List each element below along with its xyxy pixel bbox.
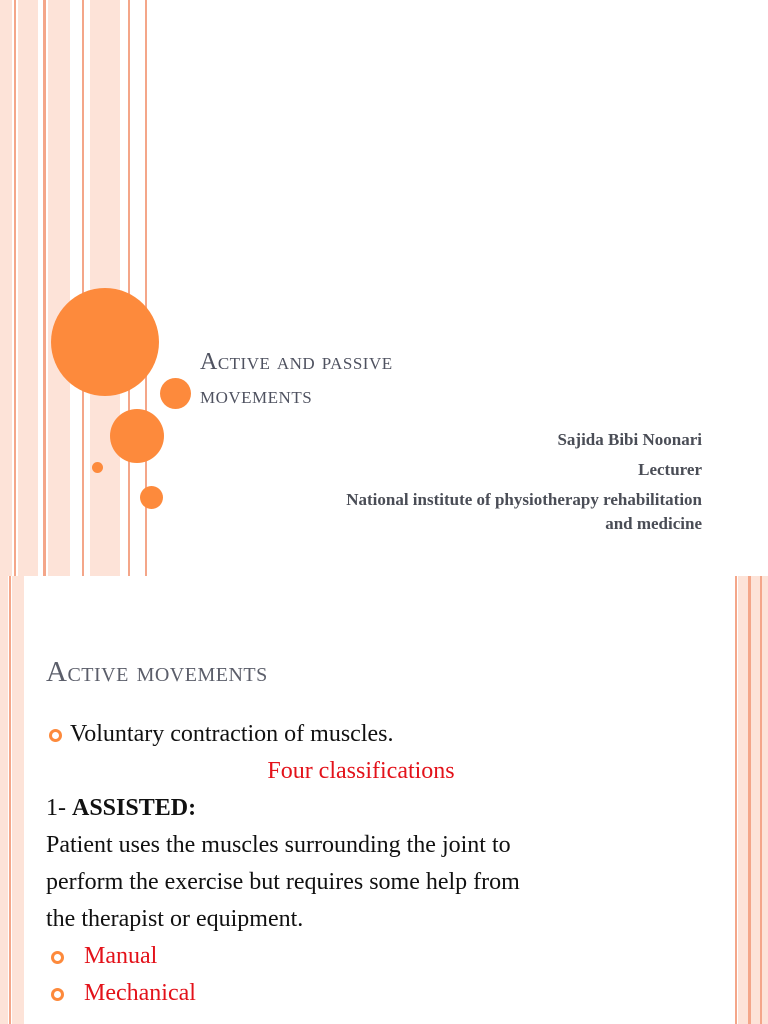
bullet-icon — [51, 988, 64, 1001]
institution-line: and medicine — [605, 514, 702, 533]
classifications-heading: Four classifications — [267, 758, 455, 784]
decorative-stripe — [48, 0, 70, 576]
bullet-icon — [51, 951, 64, 964]
title-line: Active and passive — [200, 349, 393, 375]
bullet-text: Manual — [84, 943, 158, 969]
bullet-text: Mechanical — [84, 980, 196, 1006]
decorative-line — [14, 0, 16, 576]
decorative-stripe — [12, 576, 24, 1024]
title-line: movements — [200, 383, 313, 409]
author-block — [182, 428, 702, 536]
decorative-line — [9, 576, 11, 1024]
paragraph-line: Patient uses the muscles surrounding the joint to — [46, 832, 511, 858]
decorative-circle-small — [140, 486, 163, 509]
item-heading — [46, 790, 706, 827]
item-label: ASSISTED: — [72, 795, 197, 821]
decorative-stripe — [18, 0, 38, 576]
list-item — [46, 975, 706, 1012]
list-item — [46, 938, 706, 975]
decorative-circle-tiny — [92, 462, 103, 473]
decorative-line — [748, 576, 751, 1024]
decorative-line — [128, 0, 130, 576]
author-role: Lecturer — [638, 460, 702, 479]
slide-title: Active movements — [46, 656, 268, 688]
decorative-stripe — [738, 576, 768, 1024]
decorative-circle-large — [51, 288, 159, 396]
institution-line: National institute of physiotherapy rehabilitation — [346, 490, 702, 509]
item-number: 1- — [46, 795, 72, 821]
bullet-text: Voluntary contraction of muscles. — [70, 721, 394, 747]
slide-body — [46, 716, 706, 1012]
paragraph-line: perform the exercise but requires some help from — [46, 869, 520, 895]
decorative-stripe — [0, 576, 8, 1024]
paragraph-line: the therapist or equipment. — [46, 906, 304, 932]
page-title — [200, 345, 560, 413]
decorative-line — [735, 576, 737, 1024]
decorative-circle-medium — [110, 409, 164, 463]
decorative-line — [760, 576, 762, 1024]
author-name: Sajida Bibi Noonari — [557, 430, 702, 449]
decorative-stripe — [0, 0, 12, 576]
decorative-line — [43, 0, 46, 576]
content-slide — [0, 576, 768, 1024]
bullet-icon — [49, 729, 62, 742]
decorative-line — [82, 0, 84, 576]
list-item — [46, 716, 706, 753]
decorative-circle-small — [160, 378, 191, 409]
